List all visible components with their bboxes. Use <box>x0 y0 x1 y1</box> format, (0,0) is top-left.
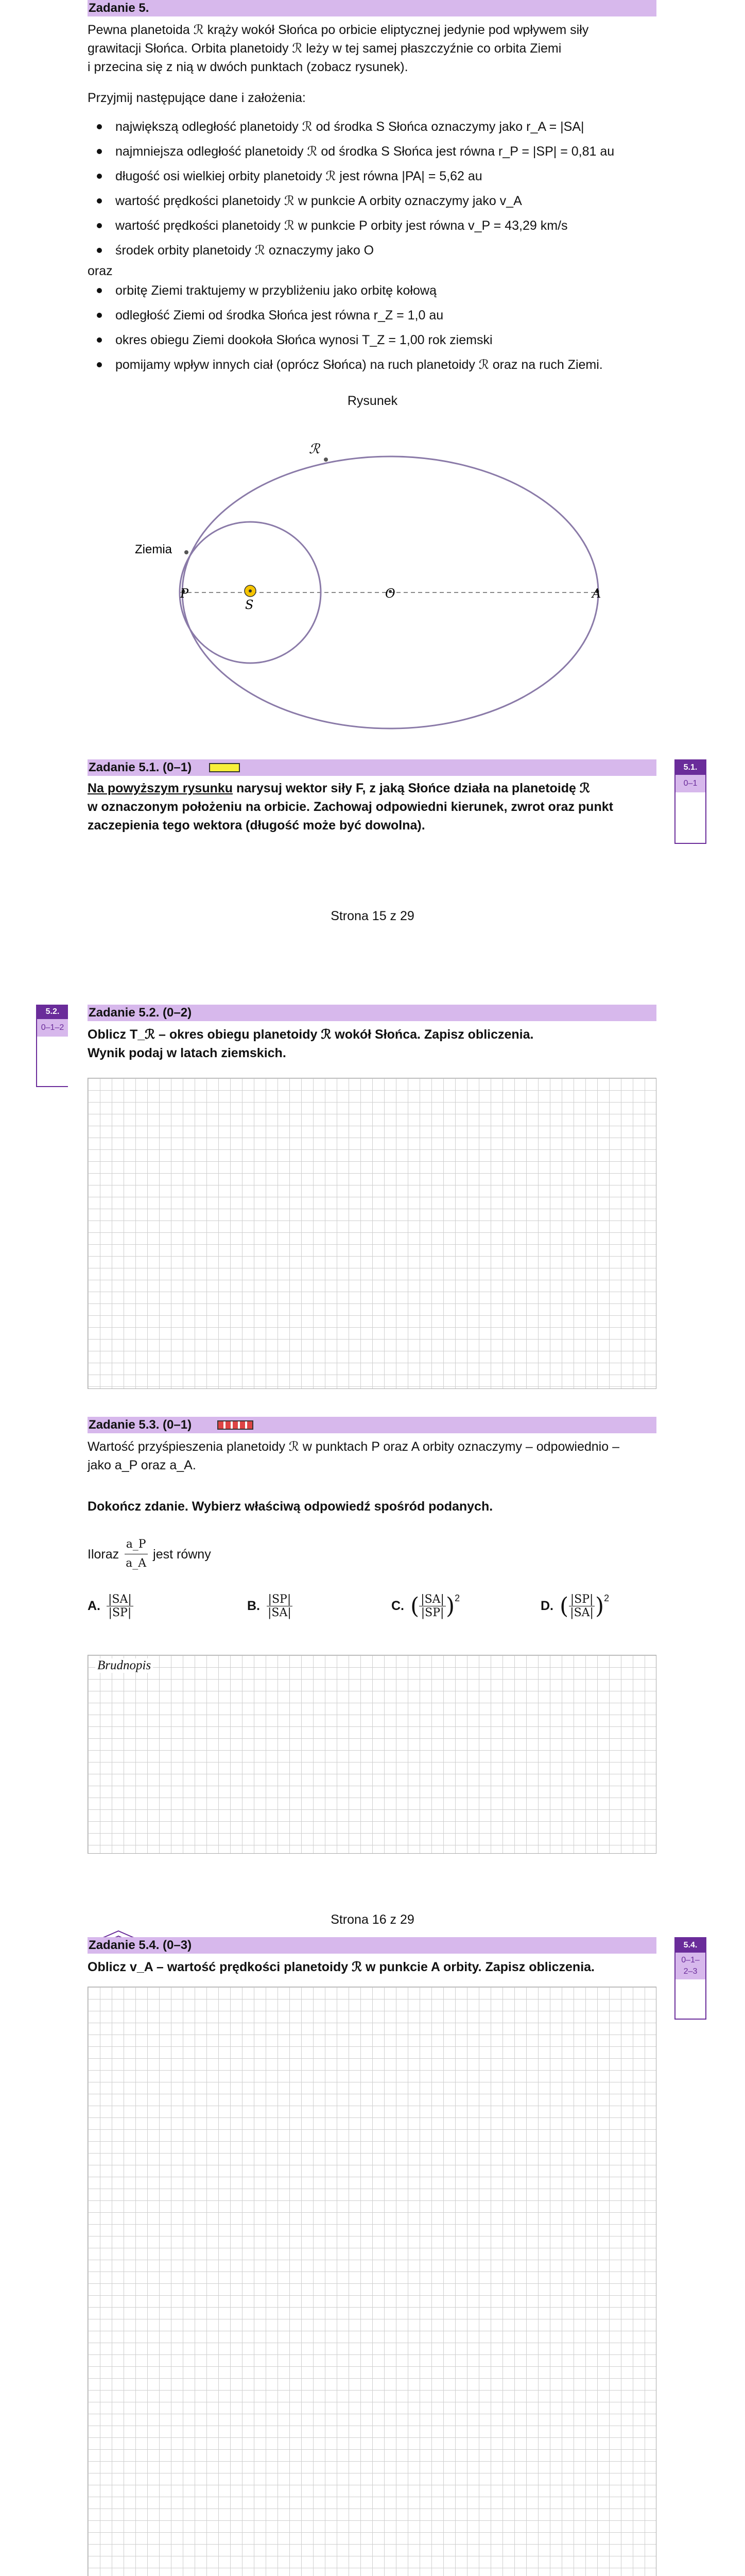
task-5-4-header <box>88 1937 656 1954</box>
list-item: środek orbity planetoidy ℛ oznaczymy jako O <box>93 238 659 263</box>
option-letter: C. <box>391 1599 404 1613</box>
score-points: 0–1–2 <box>37 1019 68 1037</box>
option-fraction <box>266 1593 293 1619</box>
option-d[interactable] <box>541 1593 609 1619</box>
list-item: wartość prędkości planetoidy ℛ w punkcie P orbity jest równa v_P = 43,29 km/s <box>93 213 659 238</box>
task-5-1-text <box>88 779 654 835</box>
score-number: 5.4. <box>675 1938 705 1953</box>
option-c[interactable] <box>391 1593 460 1619</box>
task-5-2-line1: Oblicz T_ℛ – okres obiegu planetoidy ℛ wokół Słońca. Zapisz obliczenia. <box>88 1027 534 1042</box>
pencil-icon <box>209 763 240 772</box>
fraction-denominator: |SA| <box>570 1606 594 1619</box>
label-S: S <box>245 598 254 612</box>
task-5-intro <box>88 21 654 76</box>
task-5-1-line2: w oznaczonym położeniu na orbicie. Zachowaj odpowiedni kierunek, zwrot oraz punkt <box>88 800 613 814</box>
intro-line: i przecina się z nią w dwóch punktach (zobacz rysunek). <box>88 60 408 74</box>
iloraz-post: jest równy <box>153 1547 211 1562</box>
line-rest: narysuj wektor siły F, z jaką Słońce działa na planetoidę ℛ <box>233 781 590 795</box>
list-item: wartość prędkości planetoidy ℛ w punkcie A orbity oznaczymy jako v_A <box>93 189 659 213</box>
task-5-3-header <box>88 1417 656 1433</box>
paren-open: ( <box>560 1593 569 1619</box>
paren-close: ) <box>595 1593 604 1619</box>
label-A: A <box>592 586 601 601</box>
fraction-denominator: a_A <box>126 1557 147 1570</box>
list-item: pomijamy wpływ innych ciał (oprócz Słońca) na ruch planetoidy ℛ oraz na ruch Ziemi. <box>93 352 659 377</box>
fraction-numerator: |SP| <box>267 1593 293 1606</box>
score-box-5-1 <box>674 759 706 844</box>
iloraz-pre: Iloraz <box>88 1547 119 1562</box>
page-footer: Strona 15 z 29 <box>331 909 414 923</box>
fraction-numerator: |SA| <box>107 1593 133 1606</box>
list-item: odległość Ziemi od środka Słońca jest równa r_Z = 1,0 au <box>93 303 659 328</box>
label-O: O <box>385 586 395 601</box>
score-points-line: 0–1– <box>681 1956 700 1964</box>
score-number: 5.2. <box>37 1005 68 1019</box>
task-5-1-line1 <box>88 779 654 798</box>
iloraz-sentence <box>88 1535 211 1573</box>
exponent: 2 <box>604 1593 610 1603</box>
task-5-3-text <box>88 1437 659 1475</box>
task-5-3-line2: jako a_P oraz a_A. <box>88 1458 196 1472</box>
exponent: 2 <box>455 1593 460 1603</box>
score-box-5-2 <box>36 1005 68 1087</box>
label-P: P <box>180 586 189 601</box>
option-fraction <box>107 1593 133 1619</box>
list-item: najmniejsza odległość planetoidy ℛ od środka S Słońca jest równa r_P = |SP| = 0,81 au <box>93 139 659 164</box>
score-points: 0–1 <box>675 775 705 792</box>
underlined-text: Na powyższym rysunku <box>88 781 233 795</box>
paren-open: ( <box>410 1593 420 1619</box>
fraction-numerator: a_P <box>125 1535 148 1554</box>
page-15 <box>0 0 745 923</box>
orbit-figure[interactable] <box>0 417 745 747</box>
figure-caption: Rysunek <box>347 394 398 408</box>
planetoid-position <box>324 457 328 462</box>
earth-position <box>184 550 188 554</box>
scratch-grid[interactable] <box>88 1655 656 1854</box>
oraz-label: oraz <box>88 264 113 278</box>
fraction-numerator: |SA| <box>419 1593 446 1606</box>
list-item: największą odległość planetoidy ℛ od środka S Słońca oznaczymy jako r_A = |SA| <box>93 114 659 139</box>
task-5-3-line1: Wartość przyśpieszenia planetoidy ℛ w punktach P oraz A orbity oznaczymy – odpowiednio – <box>88 1439 619 1454</box>
task-5-1-header <box>88 759 656 776</box>
option-b[interactable] <box>247 1593 293 1619</box>
label-R: ℛ <box>309 442 320 457</box>
task-5-2-title: Zadanie 5.2. (0–2) <box>89 1006 192 1020</box>
task-5-3-title: Zadanie 5.3. (0–1) <box>89 1418 192 1432</box>
brudnopis-label: Brudnopis <box>95 1658 153 1673</box>
task-5-title: Zadanie 5. <box>89 1 149 15</box>
page-footer: Strona 16 z 29 <box>331 1912 414 1927</box>
task-5-1-line3: zaczepienia tego wektora (długość może być dowolna). <box>88 818 425 833</box>
task-5-2-text <box>88 1025 654 1062</box>
task-5-4-title: Zadanie 5.4. (0–3) <box>89 1938 192 1952</box>
task-5-4-text: Oblicz v_A – wartość prędkości planetoidy ℛ w punkcie A orbity. Zapisz obliczenia. <box>88 1960 595 1974</box>
pencil-icon <box>217 1420 253 1430</box>
task-5-1-title: Zadanie 5.1. (0–1) <box>89 760 192 774</box>
option-letter: B. <box>247 1599 260 1613</box>
list-item: okres obiegu Ziemi dookoła Słońca wynosi T_Z = 1,00 rok ziemski <box>93 328 659 352</box>
score-number: 5.1. <box>675 760 705 775</box>
score-points <box>675 1953 705 1979</box>
page-16 <box>0 1005 745 1932</box>
task-5-header <box>88 0 656 16</box>
option-a[interactable] <box>88 1593 133 1619</box>
option-letter: A. <box>88 1599 100 1613</box>
intro-line: grawitacji Słońca. Orbita planetoidy ℛ leży w tej samej płaszczyźnie co orbita Ziemi <box>88 41 562 56</box>
assumptions-list <box>93 114 659 263</box>
fraction-denominator: |SP| <box>421 1606 444 1619</box>
answer-grid-5-2[interactable] <box>88 1078 656 1389</box>
page-17 <box>0 1937 745 2576</box>
task-5-2-line2: Wynik podaj w latach ziemskich. <box>88 1046 286 1060</box>
sun-center-dot <box>249 589 252 592</box>
task-5-3-instruction: Dokończ zdanie. Wybierz właściwą odpowiedź spośród podanych. <box>88 1499 493 1514</box>
score-box-5-4 <box>674 1937 706 2020</box>
fraction-denominator: |SP| <box>108 1606 132 1619</box>
assumptions-list-2 <box>93 278 659 377</box>
option-fraction <box>568 1593 595 1619</box>
fraction-numerator: |SP| <box>569 1593 595 1606</box>
iloraz-fraction <box>124 1535 148 1573</box>
paren-close: ) <box>445 1593 455 1619</box>
label-ziemia: Ziemia <box>135 543 172 556</box>
option-fraction <box>419 1593 446 1619</box>
assumptions-lead: Przyjmij następujące dane i założenia: <box>88 91 306 105</box>
list-item: długość osi wielkiej orbity planetoidy ℛ jest równa |PA| = 5,62 au <box>93 164 659 189</box>
option-letter: D. <box>541 1599 553 1613</box>
intro-line: Pewna planetoida ℛ krąży wokół Słońca po orbicie eliptycznej jedynie pod wpływem siły <box>88 23 589 37</box>
list-item: orbitę Ziemi traktujemy w przybliżeniu jako orbitę kołową <box>93 278 659 303</box>
task-5-2-header <box>88 1005 656 1021</box>
fraction-denominator: |SA| <box>268 1606 291 1619</box>
score-points-line: 2–3 <box>683 1967 698 1976</box>
answer-grid-5-4[interactable] <box>88 1987 656 2576</box>
